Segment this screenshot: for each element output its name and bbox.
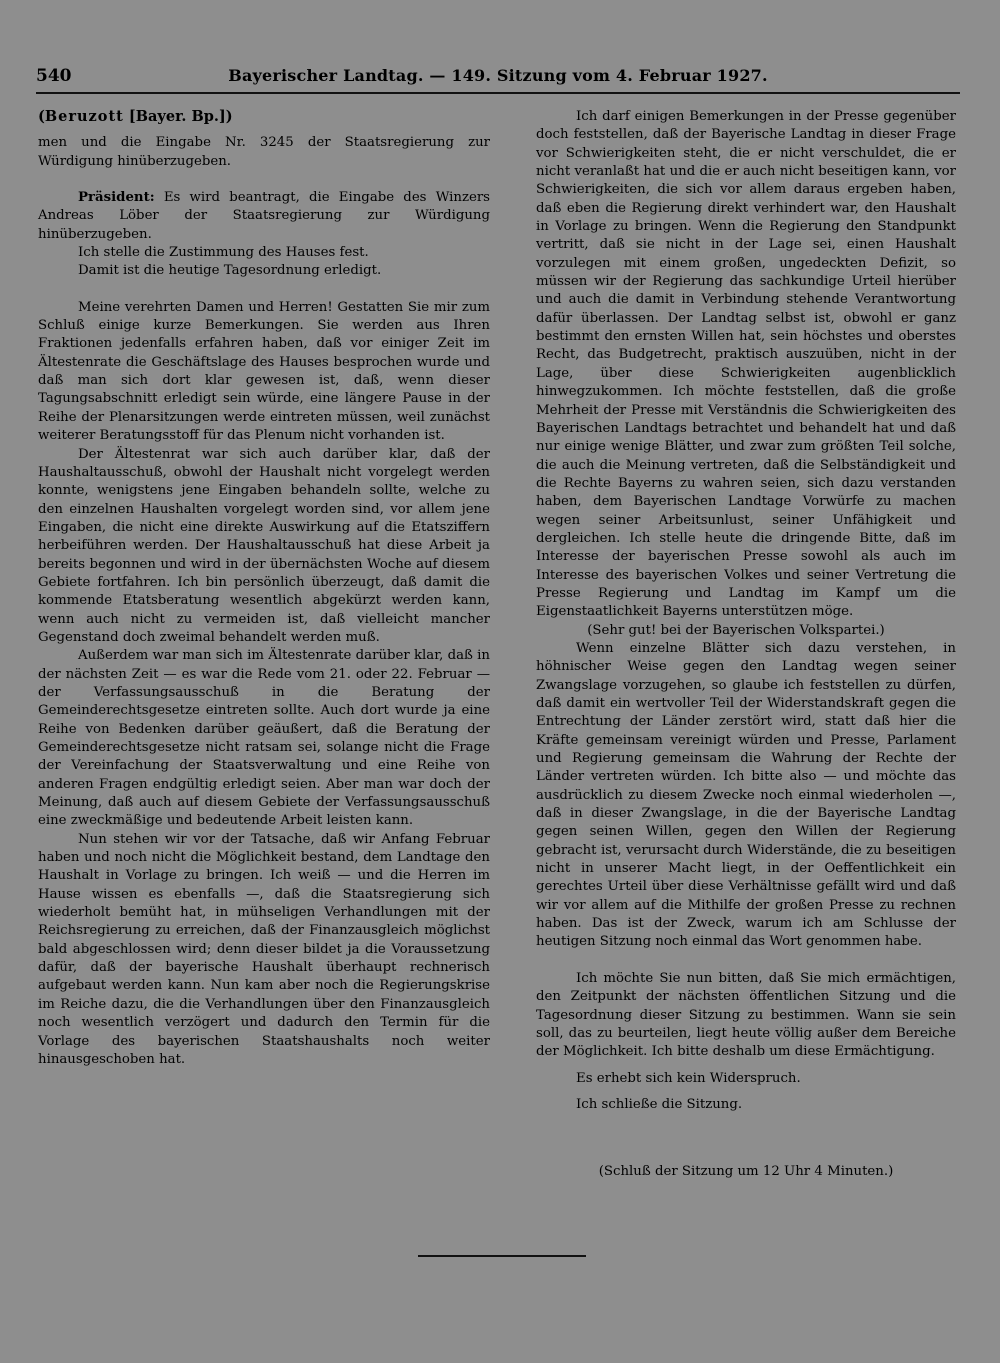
running-title: Bayerischer Landtag. — 149. Sitzung vom 4. Februar 1927. xyxy=(228,66,768,85)
paragraph: Wenn einzelne Blätter sich dazu verstehen, in höhnischer Weise gegen den Landtag wegen seiner Zwangslage vorzugehen, so glaube ich feststellen zu dürfen, daß damit ein wertvoller Teil der Widerstandskraft gegen die Entrechtung der Länder zerstört wird, statt daß hier die Kräfte gemeinsam vereinigt würden und Presse, Parlament und Regierung gemeinsam die Wahrung der Rechte der Länder vertreten würden. Ich bitte also — und möchte das ausdrücklich zu diesem Zwecke noch einmal wiederholen —, daß in dieser Zwangslage, in die der Bayerische Landtag gegen seinen Willen, gegen den Willen der Regierung gebracht ist, verursacht durch Widerstände, die zu beseitigen nicht in unserer Macht liegt, in der Oeffentlichkeit ein gerechtes Urteil über diese Verhältnisse gefällt wird und daß wir vor allem auf die Mithilfe der großen Presse zu rechnen haben. Das ist der Zweck, warum ich am Schlusse der heutigen Sitzung noch einmal das Wort genommen habe. xyxy=(536,640,956,950)
end-rule xyxy=(418,1255,586,1257)
page-header xyxy=(36,66,960,94)
president-text: Es wird beantragt, die Eingabe des Winzers Andreas Löber der Staatsregierung zur Würdigung hinüberzugeben. xyxy=(38,190,490,242)
right-column xyxy=(536,108,956,1114)
session-closed-line: Ich schließe die Sitzung. xyxy=(576,1096,743,1112)
president-statement xyxy=(38,189,490,244)
president-line-2: Ich stelle die Zustimmung des Hauses fest. xyxy=(78,245,369,261)
paragraph: Meine verehrten Damen und Herren! Gestatten Sie mir zum Schluß einige kurze Bemerkungen. Sie werden aus Ihren Fraktionen jedenfalls erfahren haben, daß vor einiger Zeit im Ältestenrate die Geschäftslage des Hauses besprochen wurde und daß man sich dort klar gewesen ist, daß, wenn dieser Tagungsabschnitt erledigt sein würde, eine längere Pause in der Reihe der Plenarsitzungen werde eintreten müssen, weil zunächst weiterer Beratungsstoff für das Plenum nicht vorhanden ist. xyxy=(38,299,490,444)
applause-note: (Sehr gut! bei der Bayerischen Volkspartei.) xyxy=(587,622,885,638)
paragraph: Nun stehen wir vor der Tatsache, daß wir Anfang Februar haben und noch nicht die Möglichkeit bestand, dem Landtage den Haushalt in Vorlage zu bringen. Ich weiß — und die Herren im Hause wissen es ebenfalls —, daß die Staatsregierung sich wiederholt bemüht hat, in mühseligen Verhandlungen mit der Reichsregierung zu erreichen, daß der Finanzausgleich möglichst bald abgeschlossen wird; denn dieser bildet ja die Voraussetzung dafür, daß der bayerische Haushalt überhaupt rechnerisch aufgebaut werden kann. Nun kam aber noch die Regierungskrise im Reiche dazu, die die Verhandlungen über den Finanzausgleich noch wesentlich verzögert und dadurch den Termin für die Vorlage des bayerischen Staatshaushalts noch weiter hinausgeschoben hat. xyxy=(38,831,490,1067)
speaker-name: Beruzott xyxy=(44,108,124,125)
left-column xyxy=(38,108,490,1069)
president-line-3: Damit ist die heutige Tagesordnung erledigt. xyxy=(78,263,382,279)
paragraph: Ich möchte Sie nun bitten, daß Sie mich ermächtigen, den Zeitpunkt der nächsten öffentlichen Sitzung und die Tagesordnung dieser Sitzung zu bestimmen. Wann sie sein soll, das zu beurteilen, liegt heute völlig außer dem Bereiche der Möglichkeit. Ich bitte deshalb um diese Ermächtigung. xyxy=(536,970,956,1060)
no-objection-line: Es erhebt sich kein Widerspruch. xyxy=(576,1070,801,1086)
president-label: Präsident: xyxy=(78,190,155,206)
closing-note: (Schluß der Sitzung um 12 Uhr 4 Minuten.) xyxy=(598,1164,894,1179)
paragraph: Ich darf einigen Bemerkungen in der Presse gegenüber doch feststellen, daß der Bayerische Landtag in dieser Frage vor Schwierigkeiten steht, die er nicht verschuldet, die er nicht veranlaßt hat und die er auch nicht beseitigen kann, vor Schwierigkeiten, die sich vor allem daraus ergeben haben, daß eben die Regierung direkt verhindert war, den Haushalt in Vorlage zu bringen. Wenn die Regierung den Standpunkt vertritt, daß sie nicht in der Lage sei, einen Haushalt vorzulegen mit einem großen, ungedeckten Defizit, so müssen wir der Regierung das sachkundige Urteil hierüber und auch die damit in Verbindung stehende Verantwortung dafür überlassen. Der Landtag selbst ist, obwohl er ganz bestimmt den ernsten Willen hat, sein höchstes und oberstes Recht, das Budgetrecht, praktisch auszuüben, nicht in der Lage, über diese Schwierigkeiten augenblicklich hinwegzukommen. Ich möchte feststellen, daß die große Mehrheit der Presse mit Verständnis die Schwierigkeiten des Bayerischen Landtags betrachtet und behandelt hat und daß nur einige wenige Blätter, und zwar zum größten Teil solche, die auch die Meinung vertreten, daß die Selbständigkeit und die Rechte Bayerns zu wahren seien, sich dazu verstanden haben, dem Bayerischen Landtage Vorwürfe zu machen wegen seiner Arbeitsunlust, seiner Unfähigkeit und dergleichen. Ich stelle heute die dringende Bitte, daß im Interesse der bayerischen Presse sowohl als auch im Interesse des bayerischen Volkes und seiner Vertretung die Presse Regierung und Landtag im Kampf um die Eigenstaatlichkeit Bayerns unterstützen möge. xyxy=(536,109,956,620)
paragraph: Außerdem war man sich im Ältestenrate darüber klar, daß in der nächsten Zeit — es war die Rede vom 21. oder 22. Februar — der Verfassungsausschuß in die Beratung der Gemeinderechtsgesetze eintreten sollte. Auch dort wurde ja eine Reihe von Bedenken darüber geäußert, daß die Beratung der Gemeinderechtsgesetze nicht ratsam sei, solange nicht die Frage der Vereinfachung der Staatsverwaltung und eine Reihe von anderen Fragen endgültig erledigt seien. Aber man war doch der Meinung, daß auch auf diesem Gebiete der Verfassungsausschuß eine zweckmäßige und bedeutende Arbeit leisten kann. xyxy=(38,648,490,829)
paragraph-continuation: men und die Eingabe Nr. 3245 der Staatsregierung zur Würdigung hinüberzugeben. xyxy=(38,135,490,169)
paragraph: Der Ältestenrat war sich auch darüber klar, daß der Haushaltausschuß, obwohl der Haushalt nicht vorgelegt werden konnte, wenigstens jene Eingaben behandeln sollte, welche zu den einzelnen Haushalten vorgelegt worden sind, vor allem jene Eingaben, die nicht eine direkte Auswirkung auf die Etatsziffern herbeiführen werden. Der Haushaltausschuß hat diese Arbeit ja bereits begonnen und wird in der übernächsten Woche auf diesem Gebiete fortfahren. Ich bin persönlich überzeugt, daß damit die kommende Etatsberatung wesentlich abgekürzt werden kann, wenn auch nicht zu vermeiden ist, daß vielleicht mancher Gegenstand doch zweimal behandelt werden muß. xyxy=(38,446,490,645)
speaker-party: [Bayer. Bp.]) xyxy=(128,108,233,125)
page-number: 540 xyxy=(36,66,72,86)
speaker-heading: (Beruzott [Bayer. Bp.]) xyxy=(38,108,233,125)
